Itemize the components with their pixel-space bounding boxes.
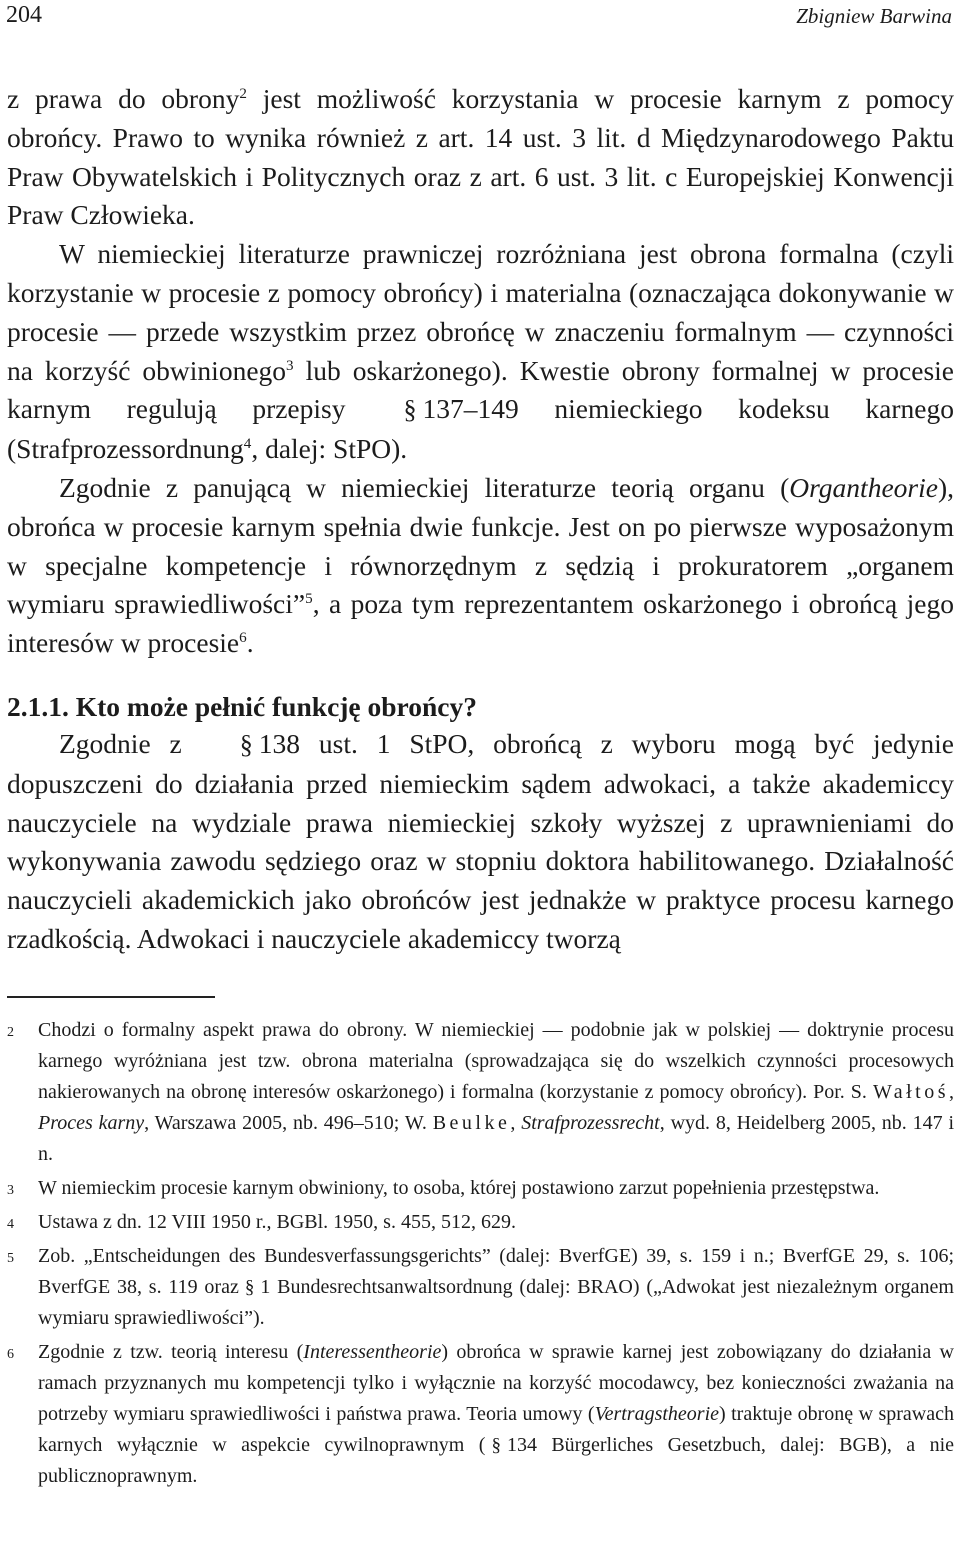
footnote-separator [7, 996, 215, 998]
book-title: Strafprozessrecht [521, 1112, 660, 1134]
author-name: Wałtoś [872, 1081, 949, 1103]
footnote-mark: 3 [7, 1183, 14, 1198]
section-sign: § [244, 1277, 255, 1298]
footnote-mark: 5 [7, 1251, 14, 1266]
footnote-6: 6 Zgodnie z tzw. teorią interesu (Interessentheorie) obrońca w sprawie karnej jest zobowiązany do działania w ramach przyznanych mu kompetencji tylko i wyłącznie na korzyść mocodawcy, bez konieczności zważania na potrzeby wymiaru sprawiedliwości i państwa prawa. Teoria umowy (Vertragstheorie) traktuje obronę w sprawach karnych wyłącznie w aspekcie cywilnoprawnym ( § 134 Bürgerliches Gesetzbuch, dalej: BGB), a nie publicznoprawnym. [7, 1341, 955, 1487]
paragraph-4: Zgodnie z § 138 ust. 1 StPO, obrońcą z wyboru mogą być jedynie dopuszczeni do działania przed niemieckim sądem adwokaci, a także akademiccy nauczyciele na wydziale prawa niemieckiej szkoły wyższej z uprawnieniami do wykonywania zawodu sędziego oraz w stopniu doktora habilitowanego. Działalność nauczycieli akademickich jako obrońców jest jednakże w praktyce procesu karnego rzadkością. Adwokaci i nauczyciele akademiccy tworzą [7, 727, 954, 954]
footnote-ref-3[interactable]: 3 [286, 357, 294, 374]
footnote-ref-4[interactable]: 4 [243, 436, 252, 453]
footnote-ref-6[interactable]: 6 [239, 630, 247, 646]
footnote-5: 5 Zob. „Entscheidungen des Bundesverfassungsgerichts” (dalej: BverfGE) 39, s. 159 i n.; BverfGE 29, s. 106; BverfGE 38, s. 119 oraz § 1 Bundesrechtsanwaltsordnung (dalej: BRAO) („Adwokat jest niezależnym organem wymiaru sprawiedliwości”). [7, 1245, 954, 1329]
footnotes [7, 1015, 954, 1492]
paragraph-1: z prawa do obrony$^2$ jest możliwość korzystania w procesie karnym z pomocy obrońcy. Prawo to wynika również z art. 14 ust. 3 lit. d Międzynarodowego Paktu Praw Obywatelskich i Politycznych oraz z art. 6 ust. 3 lit. c Europejskiej Konwencji Praw Człowieka. [7, 83, 955, 231]
book-title: Proces karny [38, 1112, 145, 1134]
paragraph-3: Zgodnie z panującą w niemieckiej literaturze teorią organu (Organtheorie), obrońca w procesie karnym spełnia dwie funkcje. Jest on po pierwsze wyposażonym w specjalne kompetencje i równorzędnym z sędzią i prokuratorem „organem wymiaru sprawiedliwości”$^5$, a poza tym reprezentantem oskarżonego i obrońcą jego interesów w procesie$^6$. [7, 471, 955, 659]
italic-term: Organtheorie [789, 471, 938, 503]
footnote-ref-2[interactable]: 2 [239, 85, 247, 102]
footnote-mark: 6 [7, 1347, 14, 1362]
paragraph-2: W niemieckiej literaturze prawniczej rozróżniana jest obrona formalna (czyli korzystanie w procesie z pomocy obrońcy) i materialna (oznaczająca dokonywanie w procesie — przede wszystkim przez obrońcę w znaczeniu formalnym — czynności na korzyść obwinionego$^3$ lub oskarżonego). Kwestie obrony formalnej w procesie karnym regulują przepisy § 137–149 niemieckiego kodeksu karnego (Strafprozessordnung$^4$, dalej: StPO). [7, 238, 955, 465]
section-sign: § [491, 1435, 501, 1456]
page-header [6, 2, 952, 32]
footnote-mark: 4 [7, 1217, 14, 1232]
running-head: Zbigniew Barwina [796, 4, 952, 28]
section-sign: § [403, 395, 417, 425]
italic-term: Interessentheorie [303, 1341, 442, 1363]
footnote-mark: 2 [7, 1025, 14, 1040]
footnote-ref-5[interactable]: 5 [305, 591, 313, 608]
italic-term: Vertragstheorie [594, 1403, 720, 1425]
author-name: Beulke [432, 1112, 511, 1134]
main-text [7, 80, 954, 959]
footnote-2: 2 Chodzi o formalny aspekt prawa do obrony. W niemieckiej — podobnie jak w polskiej — doktrynie procesu karnego wyróżniana jest tzw. obrona materialna (sprowadzająca się do wszelkich czynności procesowych nakierowanych na obronę interesów oskarżonego) i formalna (korzystanie z pomocy obrońcy). Por. S. Wałtoś, Proces karny, Warszawa 2005, nb. 496–510; W. Beulke, Strafprozessrecht, wyd. 8, Heidelberg 2005, nb. 147 i n. [7, 1019, 955, 1165]
footnote-3: 3 W niemieckim procesie karnym obwiniony, to osoba, której postawiono zarzut popełnienia przestępstwa. [7, 1173, 954, 1204]
section-heading: 2.1.1. Kto może pełnić funkcję obrońcy? [7, 690, 478, 722]
section-sign: § [239, 729, 253, 759]
footnote-4: 4 Ustawa z dn. 12 VIII 1950 r., BGBl. 1950, s. 455, 512, 629. [7, 1207, 954, 1238]
page-number: 204 [6, 2, 42, 28]
